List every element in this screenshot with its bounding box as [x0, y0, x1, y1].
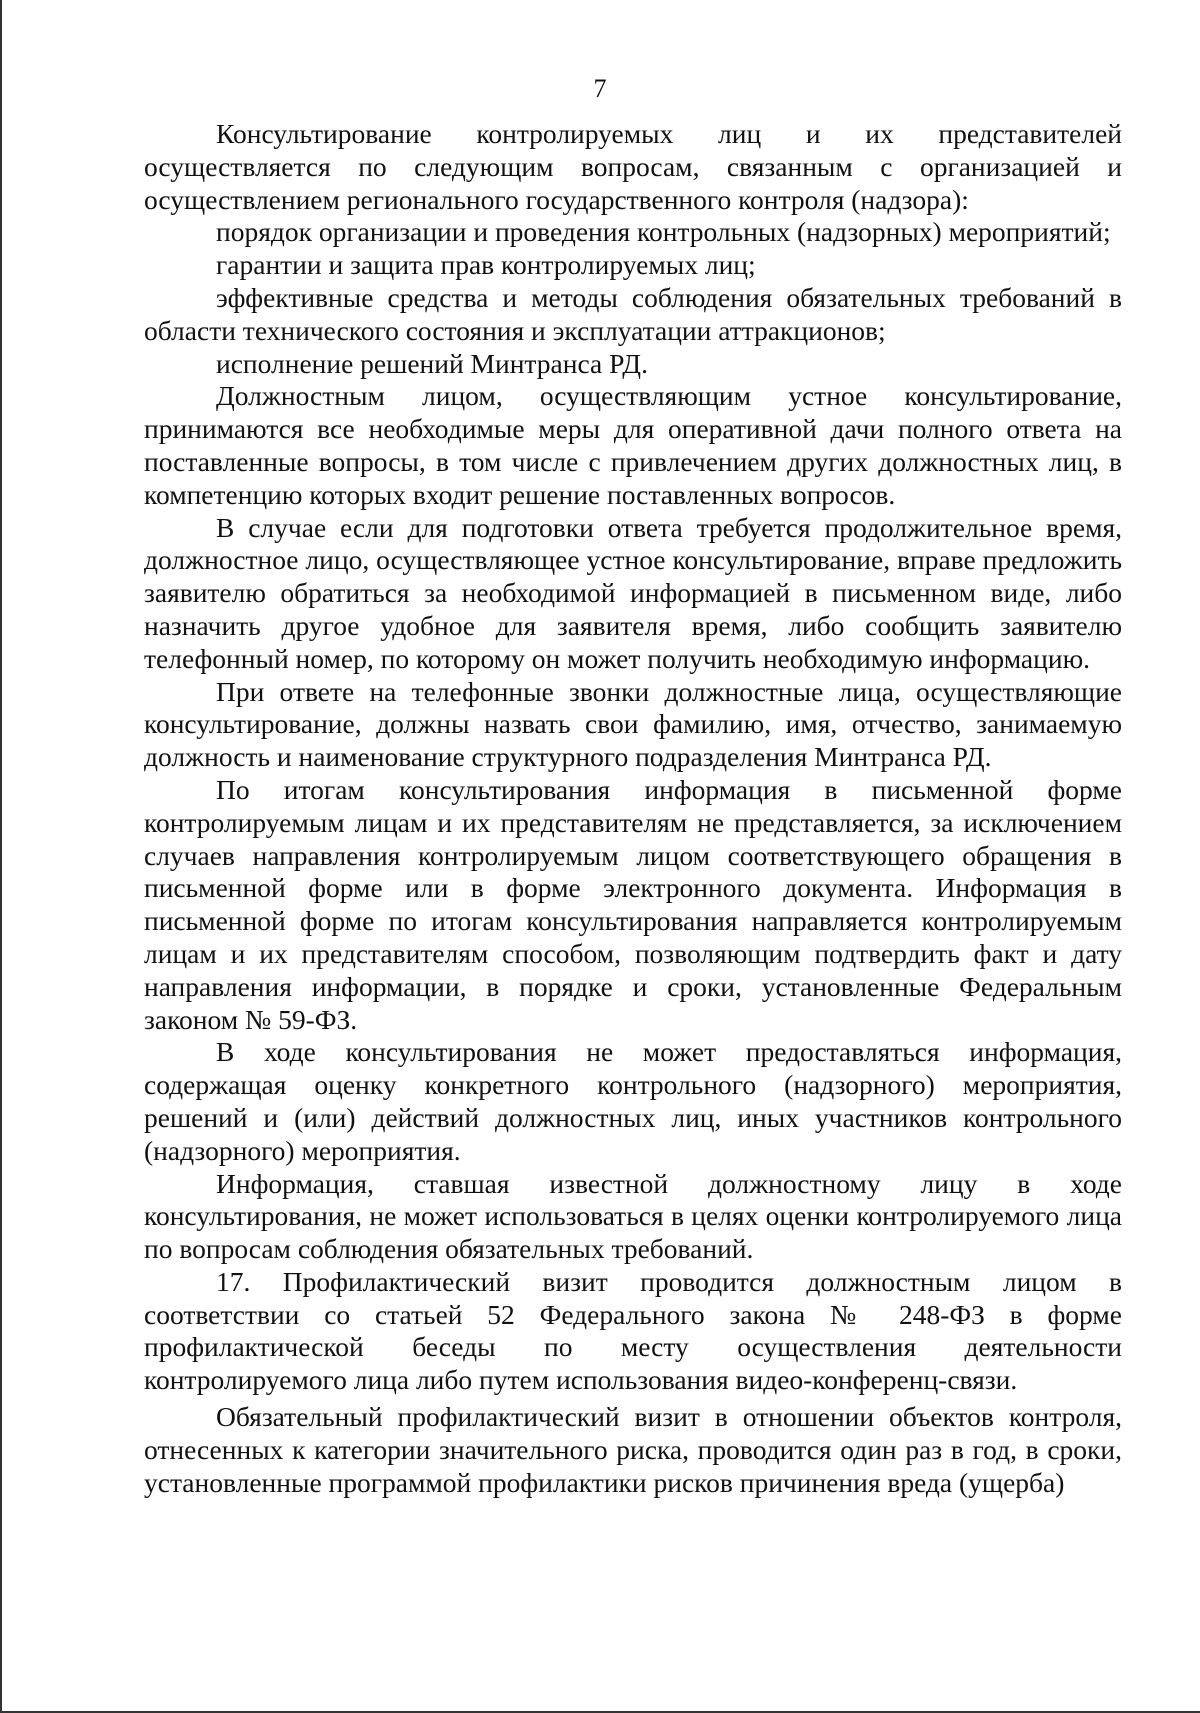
paragraph-decisions: исполнение решений Минтранса РД. [216, 347, 648, 379]
scan-edge-left [0, 0, 2, 1713]
paragraph-effective-means: эффективные средства и методы соблюдения обязательных требований в области технического состояния и эксплуатации аттракционов; [144, 281, 1122, 346]
paragraph-guarantees: гарантии и защита прав контролируемых лиц; [216, 249, 756, 281]
paragraph-preventive-visit: 17. Профилактический визит проводится должностным лицом в соответствии со статьей 52 Федерального закона № 248-ФЗ в форме профилактической беседы по месту осуществления деятельности контролируемого лица либо путем использования видео-конференц-связи. [144, 1265, 1122, 1396]
page-number: 7 [593, 74, 607, 103]
paragraph-official-measures: Должностным лицом, осуществляющим устное консультирование, принимаются все необходимые меры для оперативной дачи полного ответа на поставленные вопросы, в том числе с привлечением других должностных лиц, в компетенцию которых входит решение поставленных вопросов. [144, 380, 1122, 510]
paragraph-procedure: порядок организации и проведения контрольных (надзорных) мероприятий; [216, 216, 1111, 248]
document-body [144, 118, 1122, 1499]
paragraph-phone-calls: При ответе на телефонные звонки должностные лица, осуществляющие консультирование, должны назвать свои фамилию, имя, отчество, занимаемую должность и наименование структурного подразделения Минтранса РД. [144, 675, 1122, 773]
paragraph-consulting-topics: Консультирование контролируемых лиц и их представителей осуществляется по следующим вопросам, связанным с организацией и осуществлением регионального государственного контроля (надзора): [144, 118, 1122, 215]
paragraph-long-answer: В случае если для подготовки ответа требуется продолжительное время, должностное лицо, осуществляющее устное консультирование, вправе предложить заявителю обратиться за необходимой информацией в письменном виде, либо назначить другое удобное для заявителя время, либо сообщить заявителю телефонный номер, по которому он может получить необходимую информацию. [144, 511, 1122, 674]
paragraph-mandatory-visit: Обязательный профилактический визит в отношении объектов контроля, отнесенных к категории значительного риска, проводится один раз в год, в сроки, установленные программой профилактики рисков причинения вреда (ущерба) [144, 1401, 1122, 1498]
paragraph-info-usage: Информация, ставшая известной должностному лицу в ходе консультирования, не может использоваться в целях оценки контролируемого лица по вопросам соблюдения обязательных требований. [144, 1167, 1122, 1265]
paragraph-no-assessment: В ходе консультирования не может предоставляться информация, содержащая оценку конкретного контрольного (надзорного) мероприятия, решений и (или) действий должностных лиц, иных участников контрольного (надзорного) мероприятия. [144, 1036, 1122, 1166]
paragraph-written-form: По итогам консультирования информация в письменной форме контролируемым лицам и их представителям не представляется, за исключением случаев направления контролируемым лицом соответствующего обращения в письменной форме или в форме электронного документа. Информация в письменной форме по итогам консультирования направляется контролируемым лицам и их представителям способом, позволяющим подтвердить факт и дату направления информации, в порядке и сроки, установленные Федеральным законом № 59-ФЗ. [144, 773, 1122, 1035]
